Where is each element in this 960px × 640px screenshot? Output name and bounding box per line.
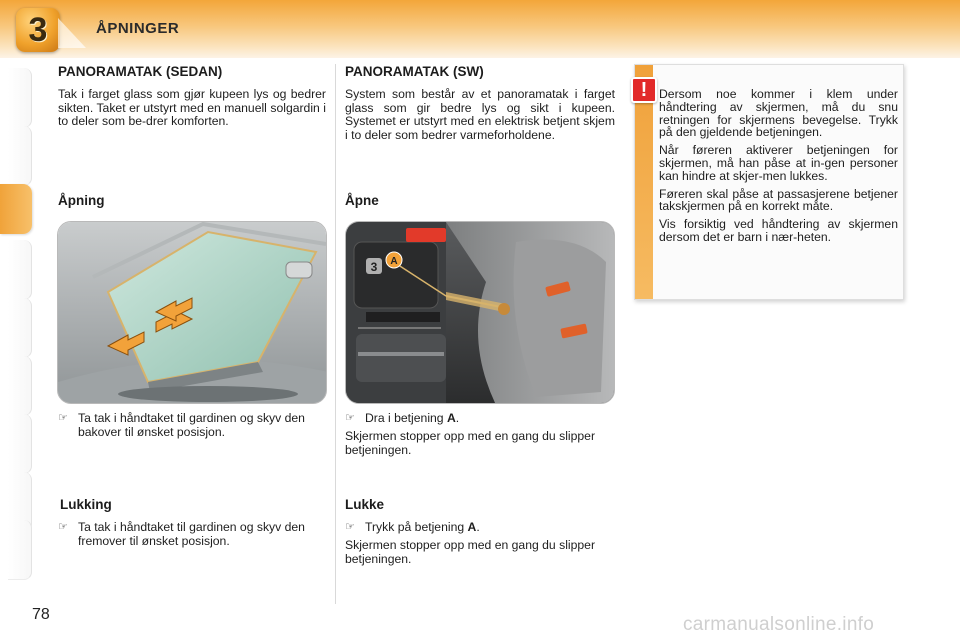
sw-open-note: Skjermen stopper opp med en gang du slipper betjeningen. [345, 429, 595, 457]
column-divider [335, 64, 336, 604]
sw-intro: System som består av et panoramatak i farget glass som gir bedre lys og sikt i kupeen. Systemet er utstyrt med en elektrisk betjent skjem i to deler som bedrer varmeforholdene. [345, 87, 615, 142]
thumb-tab[interactable] [8, 414, 32, 474]
sw-open-heading: Åpne [345, 193, 379, 208]
pointing-hand-icon: ☞ [58, 521, 68, 533]
warning-box [634, 64, 904, 300]
sedan-roof-drawing [58, 222, 327, 404]
page-number: 78 [32, 606, 50, 623]
chapter-number: 3 [28, 10, 48, 49]
sedan-close-heading: Lukking [60, 497, 112, 512]
sw-open-instruction: ☞ Dra i betjening A. [345, 411, 460, 425]
warning-paragraph: Dersom noe kommer i klem under håndtering av skjermen, må du snu retningen for skjermens bevegelse. Trykk på den gjeldende betjeningen. [659, 87, 898, 140]
watermark: carmanualsonline.info [683, 614, 875, 635]
sedan-heading: PANORAMATAK (SEDAN) [58, 64, 223, 79]
chapter-title: ÅPNINGER [96, 20, 180, 37]
thumb-tab-active[interactable] [0, 184, 32, 234]
chapter-thumb-tabs [0, 68, 36, 578]
illustration-control-label: A [390, 256, 398, 267]
sedan-sunblind-illustration [57, 221, 327, 404]
warning-text [659, 88, 898, 249]
sw-console-drawing [346, 222, 615, 404]
warning-paragraph: Når føreren aktiverer betjeningen for skjermen, må han påse at in-gen personer kan hindre at skjer-men lukkes. [659, 143, 898, 183]
thumb-tab[interactable] [8, 520, 32, 580]
sw-close-heading: Lukke [345, 497, 385, 512]
exclamation-warning-icon: ! [631, 77, 657, 103]
thumb-tab[interactable] [8, 126, 32, 186]
sedan-open-heading: Åpning [58, 193, 105, 208]
warning-paragraph: Føreren skal påse at passasjerene betjener takskjermen på en korrekt måte. [659, 186, 898, 214]
pointing-hand-icon: ☞ [58, 412, 68, 424]
thumb-tab[interactable] [8, 298, 32, 358]
sw-close-instruction: ☞ Trykk på betjening A. [345, 520, 480, 534]
pointing-hand-icon: ☞ [345, 521, 355, 533]
sedan-intro: Tak i farget glass som gjør kupeen lys og bedrer sikten. Taket er utstyrt med en manuell solgardin i to deler som be-drer komforten. [58, 87, 326, 129]
sw-heading: PANORAMATAK (SW) [345, 64, 484, 79]
sedan-open-instruction: ☞ Ta tak i håndtaket til gardinen og skyv den bakover til ønsket posisjon. [58, 411, 305, 439]
sw-close-note: Skjermen stopper opp med en gang du slipper betjeningen. [345, 538, 595, 566]
thumb-tab[interactable] [8, 68, 32, 128]
thumb-tab[interactable] [8, 240, 32, 300]
chapter-badge [16, 8, 60, 52]
sw-control-illustration [345, 221, 615, 404]
pointing-hand-icon: ☞ [345, 412, 355, 424]
illustration-chapter-label: 3 [370, 260, 378, 274]
thumb-tab[interactable] [8, 356, 32, 416]
warning-paragraph: Vis forsiktig ved håndtering av skjermen dersom det er barn i nær-heten. [659, 217, 898, 244]
sedan-close-instruction: ☞ Ta tak i håndtaket til gardinen og skyv den fremover til ønsket posisjon. [58, 520, 305, 548]
